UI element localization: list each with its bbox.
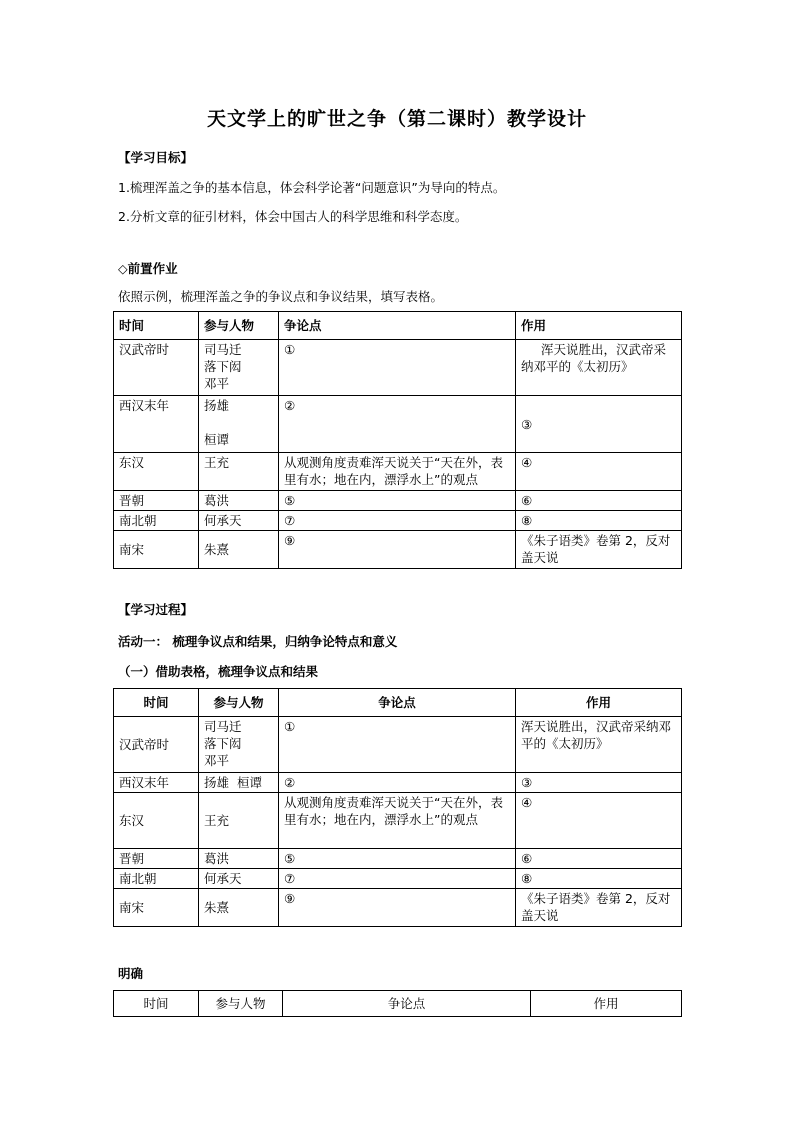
header-point: 争论点 <box>279 312 516 340</box>
clarify-table <box>113 990 682 1017</box>
objective-item-2: 2.分析文章的征引材料，体会中国古人的科学思维和科学态度。 <box>118 209 468 224</box>
cell-point[interactable]: ② <box>279 396 516 453</box>
cell-effect[interactable]: ⑧ <box>516 869 682 889</box>
cell-point[interactable]: ⑤ <box>279 491 516 511</box>
cell-point: 从观测角度责难浑天说关于“天在外，表里有水；地在内，漂浮水上”的观点 <box>279 793 516 849</box>
cell-effect[interactable]: ⑥ <box>516 849 682 869</box>
cell-point: 从观测角度责难浑天说关于“天在外，表里有水；地在内，漂浮水上”的观点 <box>279 453 516 491</box>
cell-time: 南北朝 <box>114 511 199 531</box>
preview-instruction: 依照示例，梳理浑盖之争的争议点和争议结果，填写表格。 <box>118 289 444 304</box>
cell-time: 东汉 <box>114 793 199 849</box>
header-time: 时间 <box>114 312 199 340</box>
process-heading: 【学习过程】 <box>118 602 194 617</box>
cell-effect[interactable]: 浑天说胜出，汉武帝采纳邓平的《太初历》 <box>516 340 682 396</box>
cell-people: 王充 <box>199 453 279 491</box>
cell-people: 扬雄 桓谭 <box>199 396 279 453</box>
page-title: 天文学上的旷世之争（第二课时）教学设计 <box>206 108 587 130</box>
process-table <box>113 688 682 927</box>
table-row <box>114 849 682 869</box>
cell-effect[interactable]: ④ <box>516 793 682 849</box>
cell-effect: 《朱子语类》卷第 2，反对盖天说 <box>516 889 682 927</box>
cell-point[interactable]: ⑤ <box>279 849 516 869</box>
header-effect: 作用 <box>516 689 682 717</box>
cell-point[interactable]: ① <box>279 340 516 396</box>
cell-people: 葛洪 <box>199 491 279 511</box>
cell-effect: 浑天说胜出，汉武帝采纳邓平的《太初历》 <box>516 717 682 773</box>
table-row <box>114 491 682 511</box>
table-row <box>114 889 682 927</box>
header-time: 时间 <box>114 991 199 1017</box>
header-people: 参与人物 <box>199 689 279 717</box>
cell-people: 葛洪 <box>199 849 279 869</box>
cell-time: 晋朝 <box>114 849 199 869</box>
table-row <box>114 511 682 531</box>
cell-people: 司马迁 落下闳 邓平 <box>199 717 279 773</box>
sub-heading-one: （一）借助表格，梳理争议点和结果 <box>118 664 319 679</box>
cell-time: 汉武帝时 <box>114 717 199 773</box>
cell-point[interactable]: ⑨ <box>279 889 516 927</box>
cell-point[interactable]: ⑦ <box>279 511 516 531</box>
objective-item-1: 1.梳理浑盖之争的基本信息，体会科学论著“问题意识”为导向的特点。 <box>118 180 506 195</box>
cell-point[interactable]: ① <box>279 717 516 773</box>
cell-point[interactable]: ② <box>279 773 516 793</box>
cell-point[interactable]: ⑦ <box>279 869 516 889</box>
header-people: 参与人物 <box>199 991 283 1017</box>
homework-table <box>113 311 682 569</box>
cell-effect: 《朱子语类》卷第 2，反对盖天说 <box>516 531 682 569</box>
cell-people: 王充 <box>199 793 279 849</box>
cell-time: 南宋 <box>114 531 199 569</box>
cell-time: 晋朝 <box>114 491 199 511</box>
cell-people: 扬雄 桓谭 <box>199 773 279 793</box>
header-people: 参与人物 <box>199 312 279 340</box>
cell-effect[interactable]: ③ <box>516 396 682 453</box>
table-row <box>114 340 682 396</box>
cell-people: 朱熹 <box>199 531 279 569</box>
cell-effect[interactable]: ⑥ <box>516 491 682 511</box>
cell-time: 汉武帝时 <box>114 340 199 396</box>
objectives-heading: 【学习目标】 <box>118 150 194 165</box>
header-time: 时间 <box>114 689 199 717</box>
table-row <box>114 717 682 773</box>
table-row <box>114 793 682 849</box>
cell-people: 朱熹 <box>199 889 279 927</box>
table-row <box>114 531 682 569</box>
table-row <box>114 773 682 793</box>
header-effect: 作用 <box>531 991 682 1017</box>
preview-heading: ◇前置作业 <box>118 261 178 276</box>
cell-time: 西汉末年 <box>114 396 199 453</box>
cell-effect[interactable]: ④ <box>516 453 682 491</box>
cell-effect[interactable]: ③ <box>516 773 682 793</box>
cell-time: 西汉末年 <box>114 773 199 793</box>
cell-people: 何承天 <box>199 869 279 889</box>
cell-time: 南北朝 <box>114 869 199 889</box>
cell-effect[interactable]: ⑧ <box>516 511 682 531</box>
header-point: 争论点 <box>279 689 516 717</box>
cell-time: 东汉 <box>114 453 199 491</box>
cell-time: 南宋 <box>114 889 199 927</box>
header-point: 争论点 <box>283 991 531 1017</box>
header-effect: 作用 <box>516 312 682 340</box>
activity-one: 活动一： 梳理争议点和结果，归纳争论特点和意义 <box>118 634 398 649</box>
table-row <box>114 869 682 889</box>
cell-people: 何承天 <box>199 511 279 531</box>
clarify-heading: 明确 <box>118 966 144 981</box>
table-row <box>114 453 682 491</box>
cell-point[interactable]: ⑨ <box>279 531 516 569</box>
table-row <box>114 396 682 453</box>
cell-people: 司马迁 落下闳 邓平 <box>199 340 279 396</box>
